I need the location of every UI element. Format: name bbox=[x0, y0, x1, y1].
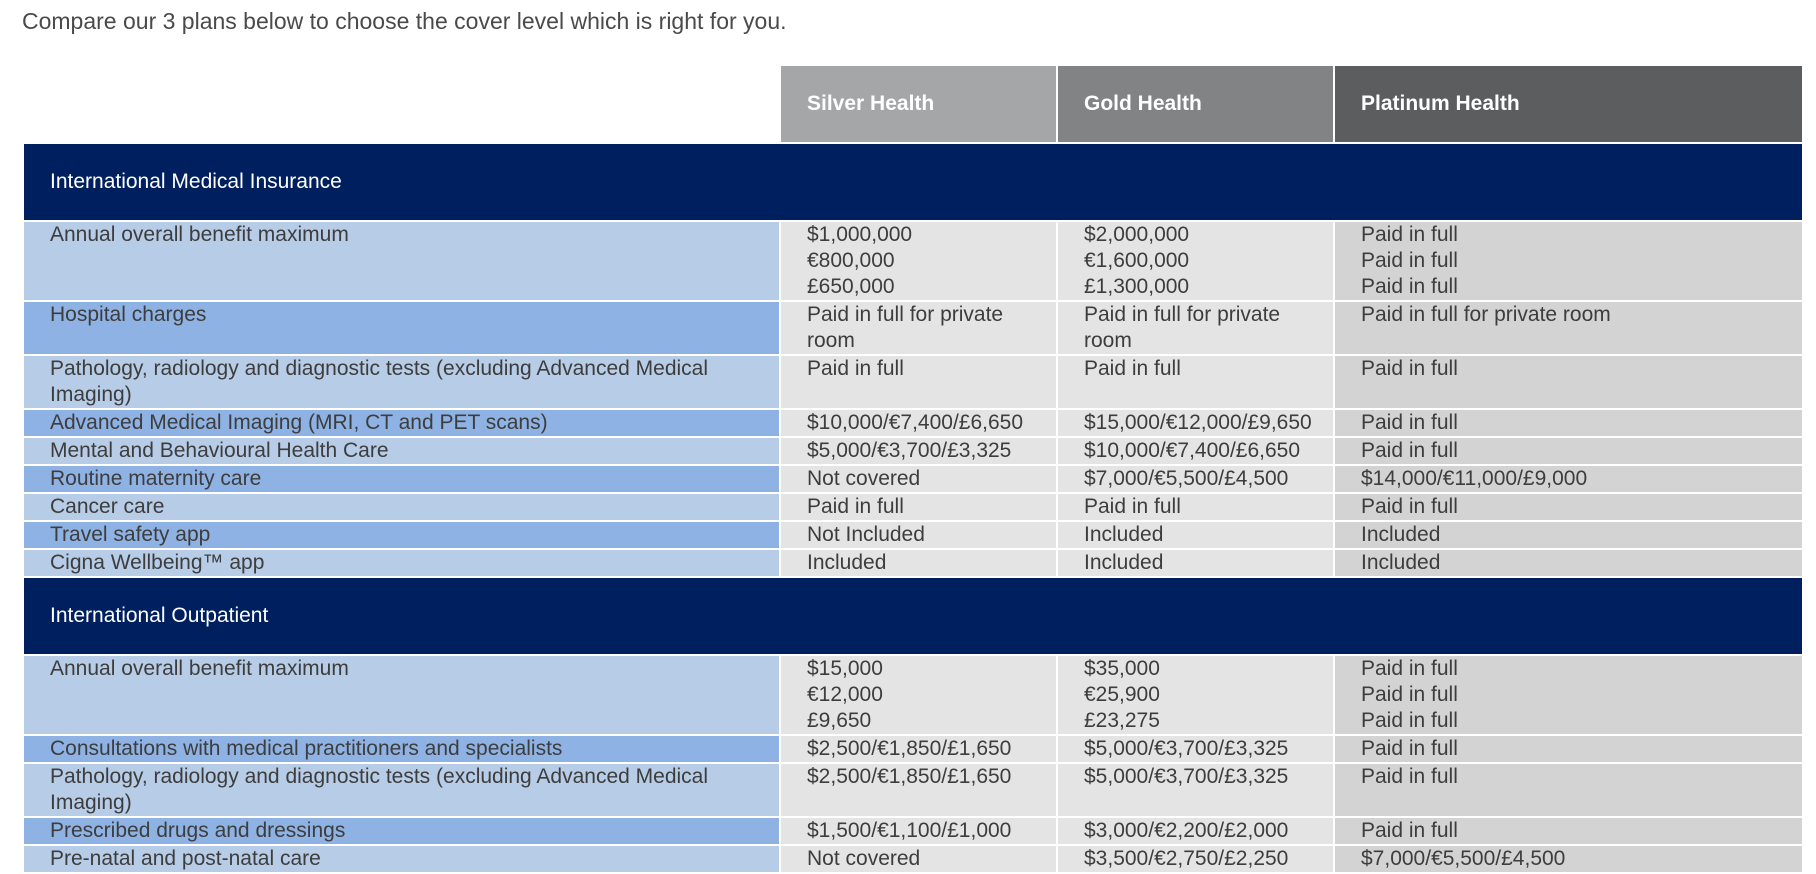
platinum-value-text: Paid in full bbox=[1361, 737, 1458, 760]
silver-value bbox=[780, 763, 1057, 817]
silver-value bbox=[780, 655, 1057, 735]
benefit-row bbox=[23, 655, 1803, 735]
benefit-label-text: Travel safety app bbox=[50, 523, 211, 546]
platinum-value bbox=[1334, 465, 1803, 493]
benefit-label bbox=[23, 817, 780, 845]
gold-value bbox=[1057, 465, 1334, 493]
benefit-label-text: Pathology, radiology and diagnostic tests (excluding Advanced Medical Imaging) bbox=[50, 357, 709, 406]
benefit-label-text: Consultations with medical practitioners and specialists bbox=[50, 737, 563, 760]
platinum-value bbox=[1334, 409, 1803, 437]
benefit-label bbox=[23, 845, 780, 873]
silver-value bbox=[780, 845, 1057, 873]
benefit-label bbox=[23, 437, 780, 465]
gold-value-text: $5,000/€3,700/£3,325 bbox=[1084, 765, 1289, 788]
benefit-label-text: Prescribed drugs and dressings bbox=[50, 819, 346, 842]
platinum-value bbox=[1334, 493, 1803, 521]
benefit-label bbox=[23, 301, 780, 355]
benefit-label bbox=[23, 763, 780, 817]
platinum-value bbox=[1334, 221, 1803, 301]
silver-value bbox=[780, 409, 1057, 437]
benefit-label-text: Advanced Medical Imaging (MRI, CT and PET scans) bbox=[50, 411, 548, 434]
gold-value bbox=[1057, 763, 1334, 817]
gold-value bbox=[1057, 817, 1334, 845]
benefit-label bbox=[23, 549, 780, 577]
gold-value-text: $3,000/€2,200/£2,000 bbox=[1084, 819, 1289, 842]
silver-value bbox=[780, 549, 1057, 577]
platinum-value-text: Paid in full bbox=[1361, 819, 1458, 842]
section-header-row bbox=[23, 577, 1803, 655]
gold-value bbox=[1057, 301, 1334, 355]
intro-text: Compare our 3 plans below to choose the cover level which is right for you. bbox=[22, 8, 787, 34]
silver-value-text: $5,000/€3,700/£3,325 bbox=[807, 439, 1012, 462]
silver-value-text: $1,500/€1,100/£1,000 bbox=[807, 819, 1012, 842]
benefit-row bbox=[23, 549, 1803, 577]
platinum-value-text: $14,000/€11,000/£9,000 bbox=[1361, 467, 1588, 490]
silver-value-text: Not covered bbox=[807, 467, 921, 490]
benefit-label bbox=[23, 409, 780, 437]
silver-value bbox=[780, 817, 1057, 845]
platinum-value bbox=[1334, 655, 1803, 735]
platinum-value-text: Included bbox=[1361, 551, 1441, 574]
gold-value-text: Included bbox=[1084, 551, 1164, 574]
benefit-row bbox=[23, 409, 1803, 437]
benefit-label-text: Cancer care bbox=[50, 495, 165, 518]
plan-header-platinum: Platinum Health bbox=[1334, 65, 1803, 143]
benefit-label bbox=[23, 221, 780, 301]
plan-header-row bbox=[23, 65, 1803, 143]
gold-value bbox=[1057, 549, 1334, 577]
gold-value bbox=[1057, 493, 1334, 521]
benefit-label-text: Cigna Wellbeing™ app bbox=[50, 551, 265, 574]
gold-value-text: Included bbox=[1084, 523, 1164, 546]
plan-header-gold: Gold Health bbox=[1057, 65, 1334, 143]
benefit-row bbox=[23, 221, 1803, 301]
silver-value-text: $15,000 €12,000 £9,650 bbox=[807, 657, 883, 732]
gold-value-text: $35,000 €25,900 £23,275 bbox=[1084, 657, 1160, 732]
platinum-value bbox=[1334, 817, 1803, 845]
platinum-value bbox=[1334, 735, 1803, 763]
platinum-value bbox=[1334, 355, 1803, 409]
gold-value bbox=[1057, 735, 1334, 763]
gold-value bbox=[1057, 521, 1334, 549]
gold-value bbox=[1057, 221, 1334, 301]
silver-value bbox=[780, 493, 1057, 521]
platinum-value bbox=[1334, 845, 1803, 873]
silver-value bbox=[780, 735, 1057, 763]
benefit-label-text: Annual overall benefit maximum bbox=[50, 223, 349, 246]
platinum-value-text: Paid in full for private room bbox=[1361, 303, 1611, 326]
silver-value-text: Paid in full bbox=[807, 495, 904, 518]
silver-value-text: Paid in full for private room bbox=[807, 303, 1004, 352]
benefit-row bbox=[23, 465, 1803, 493]
gold-value bbox=[1057, 355, 1334, 409]
silver-value-text: Included bbox=[807, 551, 887, 574]
platinum-value bbox=[1334, 437, 1803, 465]
gold-value-text: $5,000/€3,700/£3,325 bbox=[1084, 737, 1289, 760]
gold-value bbox=[1057, 409, 1334, 437]
platinum-value-text: Paid in full bbox=[1361, 357, 1458, 380]
platinum-value-text: Paid in full bbox=[1361, 495, 1458, 518]
benefit-label-text: Pathology, radiology and diagnostic tests (excluding Advanced Medical Imaging) bbox=[50, 765, 709, 814]
gold-value-text: $2,000,000 €1,600,000 £1,300,000 bbox=[1084, 223, 1190, 298]
platinum-value-text: Paid in full Paid in full Paid in full bbox=[1361, 657, 1458, 732]
section-header-row bbox=[23, 143, 1803, 221]
silver-value bbox=[780, 301, 1057, 355]
benefit-label-text: Pre-natal and post-natal care bbox=[50, 847, 321, 870]
benefit-label bbox=[23, 521, 780, 549]
benefit-row bbox=[23, 817, 1803, 845]
silver-value-text: Paid in full bbox=[807, 357, 904, 380]
plan-header-silver: Silver Health bbox=[780, 65, 1057, 143]
benefit-row bbox=[23, 763, 1803, 817]
gold-value-text: $7,000/€5,500/£4,500 bbox=[1084, 467, 1289, 490]
platinum-value-text: Paid in full bbox=[1361, 411, 1458, 434]
benefit-label-text: Mental and Behavioural Health Care bbox=[50, 439, 389, 462]
silver-value-text: Not covered bbox=[807, 847, 921, 870]
silver-value bbox=[780, 465, 1057, 493]
silver-value bbox=[780, 221, 1057, 301]
gold-value-text: Paid in full bbox=[1084, 495, 1181, 518]
header-blank-cell bbox=[23, 65, 780, 143]
benefit-label bbox=[23, 735, 780, 763]
gold-value-text: $3,500/€2,750/£2,250 bbox=[1084, 847, 1289, 870]
platinum-value-text: Paid in full bbox=[1361, 765, 1458, 788]
benefit-row bbox=[23, 437, 1803, 465]
silver-value-text: $2,500/€1,850/£1,650 bbox=[807, 737, 1012, 760]
table-body bbox=[23, 65, 1803, 873]
benefit-label bbox=[23, 655, 780, 735]
silver-value-text: $1,000,000 €800,000 £650,000 bbox=[807, 223, 913, 298]
benefit-row bbox=[23, 845, 1803, 873]
benefit-label-text: Routine maternity care bbox=[50, 467, 262, 490]
platinum-value-text: Paid in full bbox=[1361, 439, 1458, 462]
platinum-value-text: Included bbox=[1361, 523, 1441, 546]
platinum-value bbox=[1334, 521, 1803, 549]
benefit-row bbox=[23, 301, 1803, 355]
benefit-label-text: Hospital charges bbox=[50, 303, 207, 326]
benefit-row bbox=[23, 521, 1803, 549]
section-title: International Medical Insurance bbox=[23, 143, 1803, 221]
gold-value-text: $10,000/€7,400/£6,650 bbox=[1084, 439, 1301, 462]
benefit-label bbox=[23, 465, 780, 493]
gold-value bbox=[1057, 845, 1334, 873]
silver-value bbox=[780, 521, 1057, 549]
silver-value bbox=[780, 437, 1057, 465]
section-title: International Outpatient bbox=[23, 577, 1803, 655]
benefit-row bbox=[23, 493, 1803, 521]
silver-value bbox=[780, 355, 1057, 409]
gold-value-text: $15,000/€12,000/£9,650 bbox=[1084, 411, 1312, 434]
silver-value-text: $2,500/€1,850/£1,650 bbox=[807, 765, 1012, 788]
benefit-row bbox=[23, 355, 1803, 409]
platinum-value-text: $7,000/€5,500/£4,500 bbox=[1361, 847, 1566, 870]
benefit-row bbox=[23, 735, 1803, 763]
gold-value bbox=[1057, 655, 1334, 735]
benefit-label-text: Annual overall benefit maximum bbox=[50, 657, 349, 680]
platinum-value bbox=[1334, 301, 1803, 355]
platinum-value-text: Paid in full Paid in full Paid in full bbox=[1361, 223, 1458, 298]
platinum-value bbox=[1334, 549, 1803, 577]
gold-value-text: Paid in full for private room bbox=[1084, 303, 1281, 352]
benefit-label bbox=[23, 493, 780, 521]
gold-value-text: Paid in full bbox=[1084, 357, 1181, 380]
gold-value bbox=[1057, 437, 1334, 465]
silver-value-text: Not Included bbox=[807, 523, 925, 546]
plan-comparison-table bbox=[22, 64, 1804, 874]
benefit-label bbox=[23, 355, 780, 409]
silver-value-text: $10,000/€7,400/£6,650 bbox=[807, 411, 1024, 434]
platinum-value bbox=[1334, 763, 1803, 817]
